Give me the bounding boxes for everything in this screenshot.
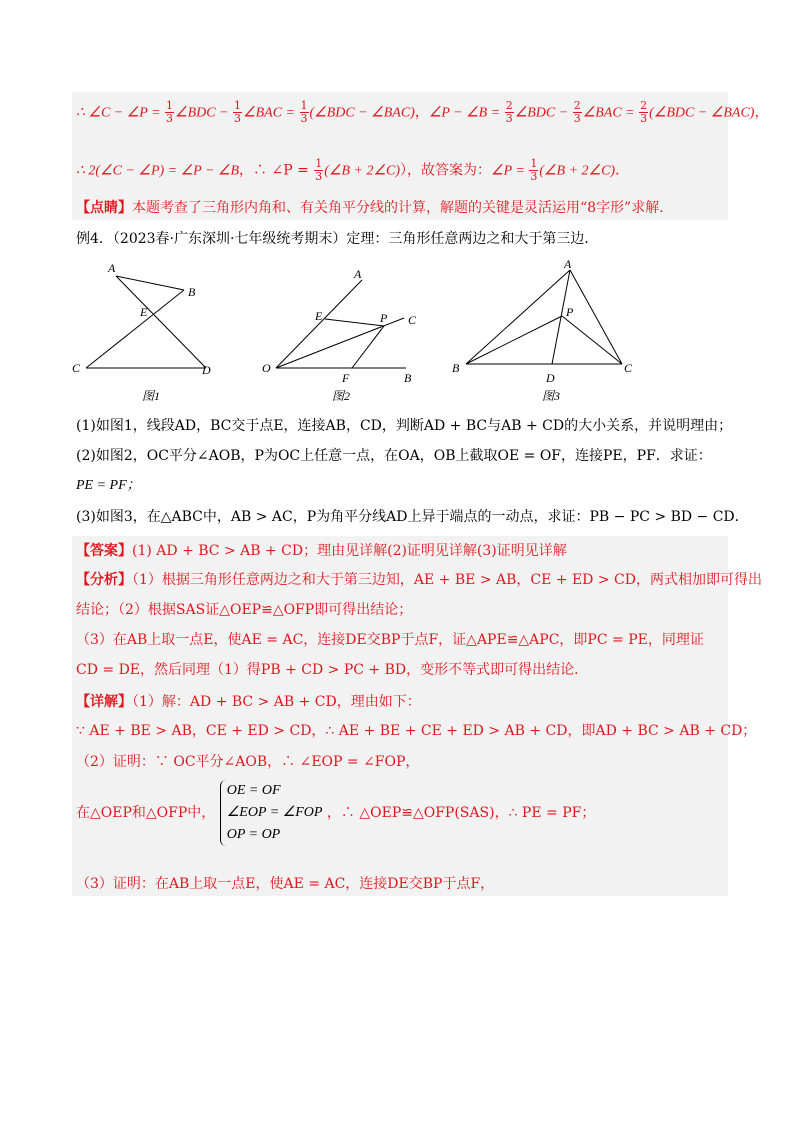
- segment-pc: [562, 316, 622, 364]
- label-a: A: [564, 257, 572, 271]
- dianjing-text: 本题考查了三角形内角和、有关角平分线的计算，解题的关键是灵活运用“8字形”求解．: [132, 200, 674, 216]
- solution-line-1: ∴ ∠C − ∠P = $\frac{1}{3}$ ∠BDC − $\frac{1}{3}$ ∠BAC = $\frac{1}{3}$ (∠BDC − ∠BAC)，∠P − ∠B = $\frac{2}{3}$ ∠BDC − $\frac{2}{3}$ ∠BAC = $\frac{2}{3}$ (∠BDC − ∠BAC)，: [76, 99, 769, 125]
- segment-ac: [570, 270, 622, 364]
- label-c: C: [72, 361, 81, 375]
- detail-congruence-lead: 在△OEP和△OFP中，: [76, 805, 216, 821]
- eq-part: ∠P − ∠B =: [428, 105, 504, 121]
- fraction: $\frac{1}{3}$: [234, 99, 242, 125]
- analysis-tag: 【分析】: [76, 572, 132, 588]
- question-1: (1)如图1，线段AD，BC交于点E，连接AB，CD，判断AD + BC与AB + CD的大小关系，并说明理由；: [76, 418, 733, 434]
- figure-3-caption: 图3: [542, 389, 561, 403]
- equation-system: [220, 780, 323, 846]
- answer-tag: 【答案】: [76, 543, 132, 559]
- system-eq-2: ∠EOP = ∠FOP: [226, 805, 323, 820]
- detail-line-4: [76, 780, 595, 846]
- detail-text: （1）解：AD + BC > AB + CD，理由如下：: [132, 694, 421, 710]
- ray-oc: [276, 318, 404, 368]
- analysis-line-4: CD = DE，然后同理（1）得PB + CD > PC + BD，变形不等式即可得出结论．: [76, 662, 589, 678]
- label-c: C: [624, 361, 633, 375]
- solution-line-2: ∴ 2(∠C − ∠P) = ∠P − ∠B，∴ ∠P = $\frac{1}{3}$ (∠B + 2∠C)），故答案为：∠P = $\frac{1}{3}$ (∠B + 2∠C)．: [76, 157, 630, 183]
- label-b: B: [404, 371, 412, 385]
- figure-1: [70, 256, 230, 406]
- eq-part: (∠B + 2∠C): [324, 163, 401, 179]
- eq-part: (∠BDC − ∠BAC): [649, 105, 755, 121]
- label-c: C: [408, 313, 417, 327]
- label-p: P: [380, 311, 388, 325]
- system-eq-1: OE = OF: [226, 783, 281, 798]
- label-b: B: [452, 361, 460, 375]
- answer-line: [76, 541, 567, 561]
- detail-line-5: （3）证明：在AB上取一点E，使AE = AC，连接DE交BP于点F，: [76, 876, 495, 892]
- segment-ep: [325, 319, 384, 326]
- label-p: P: [566, 305, 574, 319]
- label-d: D: [546, 371, 555, 385]
- label-a: A: [354, 267, 362, 281]
- dianjing-line: [76, 198, 673, 218]
- segment-ab: [116, 276, 184, 290]
- eq-part: ∴ ∠C − ∠P =: [76, 105, 165, 121]
- figure-3: [450, 254, 640, 406]
- analysis-line-1: [76, 570, 762, 590]
- answer-text: (1) AD + BC > AB + CD；理由见详解(2)证明见详解(3)证明见详解: [132, 543, 567, 559]
- label-b: B: [188, 285, 196, 299]
- fraction: $\frac{1}{3}$: [530, 157, 538, 183]
- fraction: $\frac{2}{3}$: [640, 99, 648, 125]
- label-a: A: [108, 261, 116, 275]
- eq-part: ∠BAC =: [582, 105, 639, 121]
- fraction: $\frac{1}{3}$: [166, 99, 174, 125]
- question-2a: (2)如图2，OC平分∠AOB，P为OC上任意一点，在OA，OB上截取OE = OF，连接PE，PF．求证：: [76, 448, 712, 464]
- eq-part: ∠BDC −: [175, 105, 233, 121]
- question-3: (3)如图3，在△ABC中，AB > AC，P为角平分线AD上异于端点的一动点，求证：PB − PC > BD − CD．: [76, 509, 749, 525]
- eq-part: ，∴ ∠P =: [239, 162, 314, 179]
- detail-tag: 【详解】: [76, 694, 132, 710]
- fraction: $\frac{2}{3}$: [573, 99, 581, 125]
- analysis-line-2: 结论；（2）根据SAS证△OEP≌△OFP即可得出结论；: [76, 602, 413, 618]
- label-e: E: [315, 309, 323, 323]
- eq-part: ∠P =: [491, 163, 529, 179]
- fraction: $\frac{1}{3}$: [315, 157, 323, 183]
- eq-part: ∠BAC =: [243, 105, 299, 121]
- detail-line-3: （2）证明：∵ OC平分∠AOB，∴ ∠EOP = ∠FOP，: [76, 754, 420, 770]
- ray-oa: [276, 280, 362, 368]
- eq-part: ），故答案为：: [400, 162, 492, 179]
- eq-part: (∠BDC − ∠BAC): [309, 105, 415, 121]
- question-2b: PE = PF；: [76, 478, 141, 493]
- fraction: $\frac{2}{3}$: [505, 99, 513, 125]
- detail-line-2: ∵ AE + BE > AB，CE + ED > CD，∴ AE + BE + CE + ED > AB + CD，即AD + BC > AB + CD；: [76, 723, 757, 739]
- label-o: O: [262, 361, 271, 375]
- eq-part: ∠BDC −: [514, 105, 572, 121]
- label-d: D: [202, 363, 211, 377]
- fraction: $\frac{1}{3}$: [300, 99, 308, 125]
- example-header: 例4．（2023春·广东深圳·七年级统考期末）定理：三角形任意两边之和大于第三边．: [76, 231, 599, 247]
- analysis-line-3: （3）在AB上取一点E，使AE = AC，连接DE交BP于点F，证△APE≌△APC，即PC = PE，同理证: [76, 632, 704, 648]
- eq-part: (∠B + 2∠C): [539, 163, 616, 179]
- figure-2-caption: 图2: [332, 389, 351, 403]
- detail-line-1: [76, 692, 421, 712]
- analysis-text: （1）根据三角形任意两边之和大于第三边知，AE + BE > AB，CE + ED > CD，两式相加即可得出: [132, 572, 762, 588]
- segment-bp: [466, 316, 562, 364]
- system-eq-3: OP = OP: [226, 827, 281, 842]
- label-e: E: [140, 305, 148, 319]
- figure-2: [258, 266, 428, 406]
- segment-bc: [86, 290, 184, 368]
- eq-part: ∴ 2(∠C − ∠P) = ∠P − ∠B: [76, 163, 240, 179]
- figure-1-caption: 图1: [142, 389, 161, 403]
- detail-congruence-tail: ，∴ △OEP≌△OFP(SAS)，∴ PE = PF；: [326, 805, 596, 821]
- label-f: F: [342, 371, 350, 385]
- dianjing-tag: 【点睛】: [76, 200, 132, 216]
